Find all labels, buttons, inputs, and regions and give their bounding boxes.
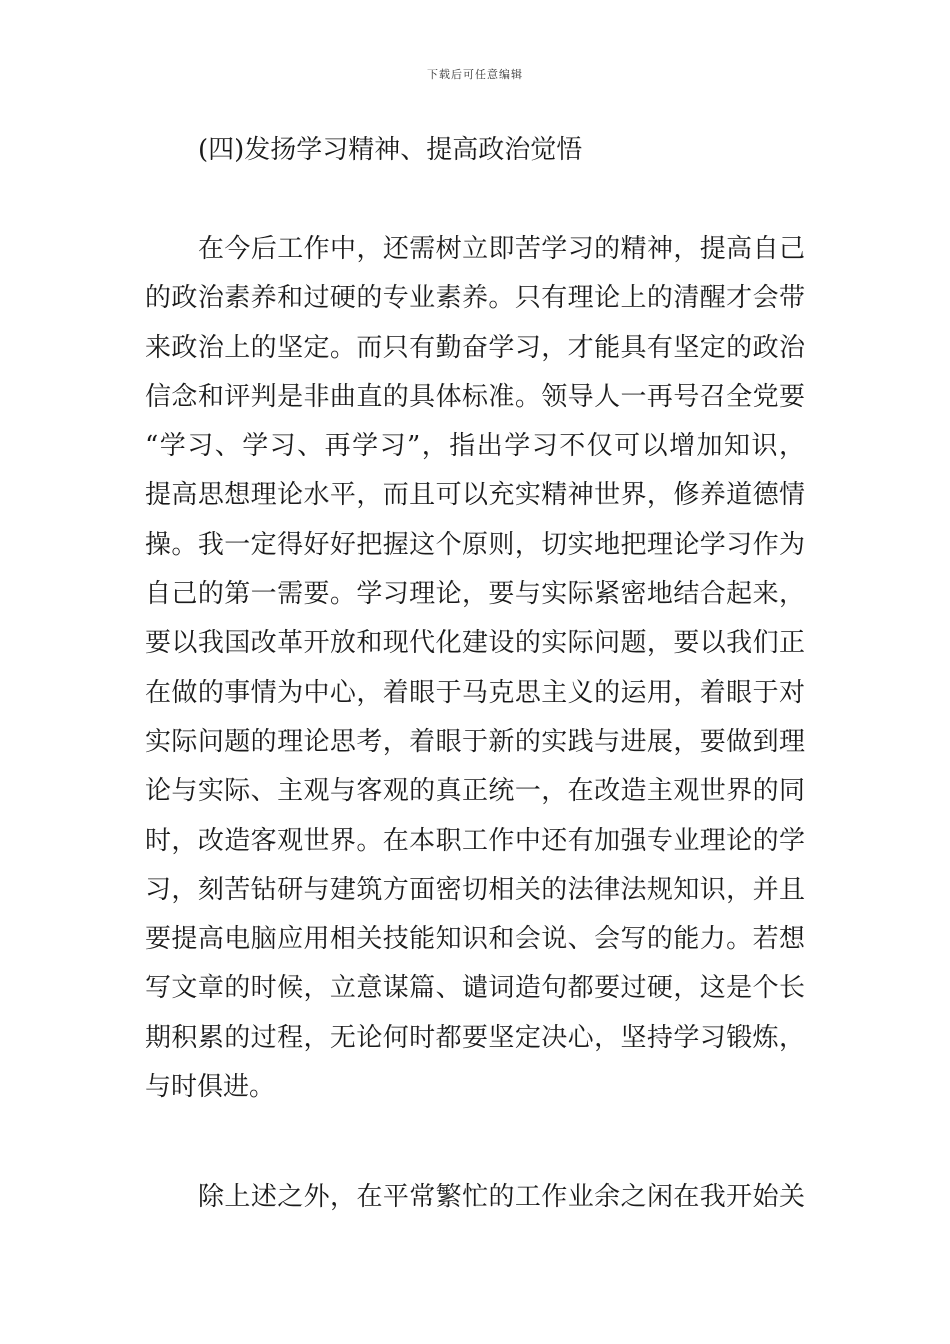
paragraph-line: 提高思想理论水平，而且可以充实精神世界，修养道德情 xyxy=(145,480,805,511)
next-paragraph xyxy=(145,1173,805,1223)
paragraph-line: 写文章的时候，立意谋篇、谴词造句都要过硬，这是个长 xyxy=(145,973,805,1004)
paragraph-line: 与时俱进。 xyxy=(145,1072,276,1103)
paragraph-line: 除上述之外，在平常繁忙的工作业余之闲在我开始关 xyxy=(198,1182,805,1212)
paragraph-line: 要提高电脑应用相关技能知识和会说、会写的能力。若想 xyxy=(145,924,805,955)
paragraph-line: 论与实际、主观与客观的真正统一，在改造主观世界的同 xyxy=(145,776,805,807)
paragraph-line: 实际问题的理论思考，着眼于新的实践与进展，要做到理 xyxy=(145,726,805,757)
paragraph-line: 操。我一定得好好把握这个原则，切实地把理论学习作为 xyxy=(145,529,805,560)
paragraph-line: “学习、学习、再学习”，指出学习不仅可以增加知识， xyxy=(145,431,805,462)
main-paragraph xyxy=(145,225,805,1115)
paragraph-line: 信念和评判是非曲直的具体标准。领导人一再号召全党要 xyxy=(145,381,805,412)
paragraph-line: 来政治上的坚定。而只有勤奋学习，才能具有坚定的政治 xyxy=(145,332,805,363)
paragraph-line: 时，改造客观世界。在本职工作中还有加强专业理论的学 xyxy=(145,825,805,856)
paragraph-line: 的政治素养和过硬的专业素养。只有理论上的清醒才会带 xyxy=(145,283,805,314)
paragraph-line: 在做的事情为中心，着眼于马克思主义的运用，着眼于对 xyxy=(145,677,805,708)
section-heading: (四)发扬学习精神、提高政治觉悟 xyxy=(198,135,583,165)
paragraph-line: 习，刻苦钻研与建筑方面密切相关的法律法规知识，并且 xyxy=(145,874,805,905)
paragraph-line: 在今后工作中，还需树立即苦学习的精神，提高自己 xyxy=(198,234,805,264)
page-header-watermark: 下载后可任意编辑 xyxy=(427,68,523,81)
paragraph-line: 要以我国改革开放和现代化建设的实际问题，要以我们正 xyxy=(145,628,805,659)
paragraph-line: 期积累的过程，无论何时都要坚定决心，坚持学习锻炼， xyxy=(145,1022,805,1053)
paragraph-line: 自己的第一需要。学习理论，要与实际紧密地结合起来， xyxy=(145,579,805,610)
